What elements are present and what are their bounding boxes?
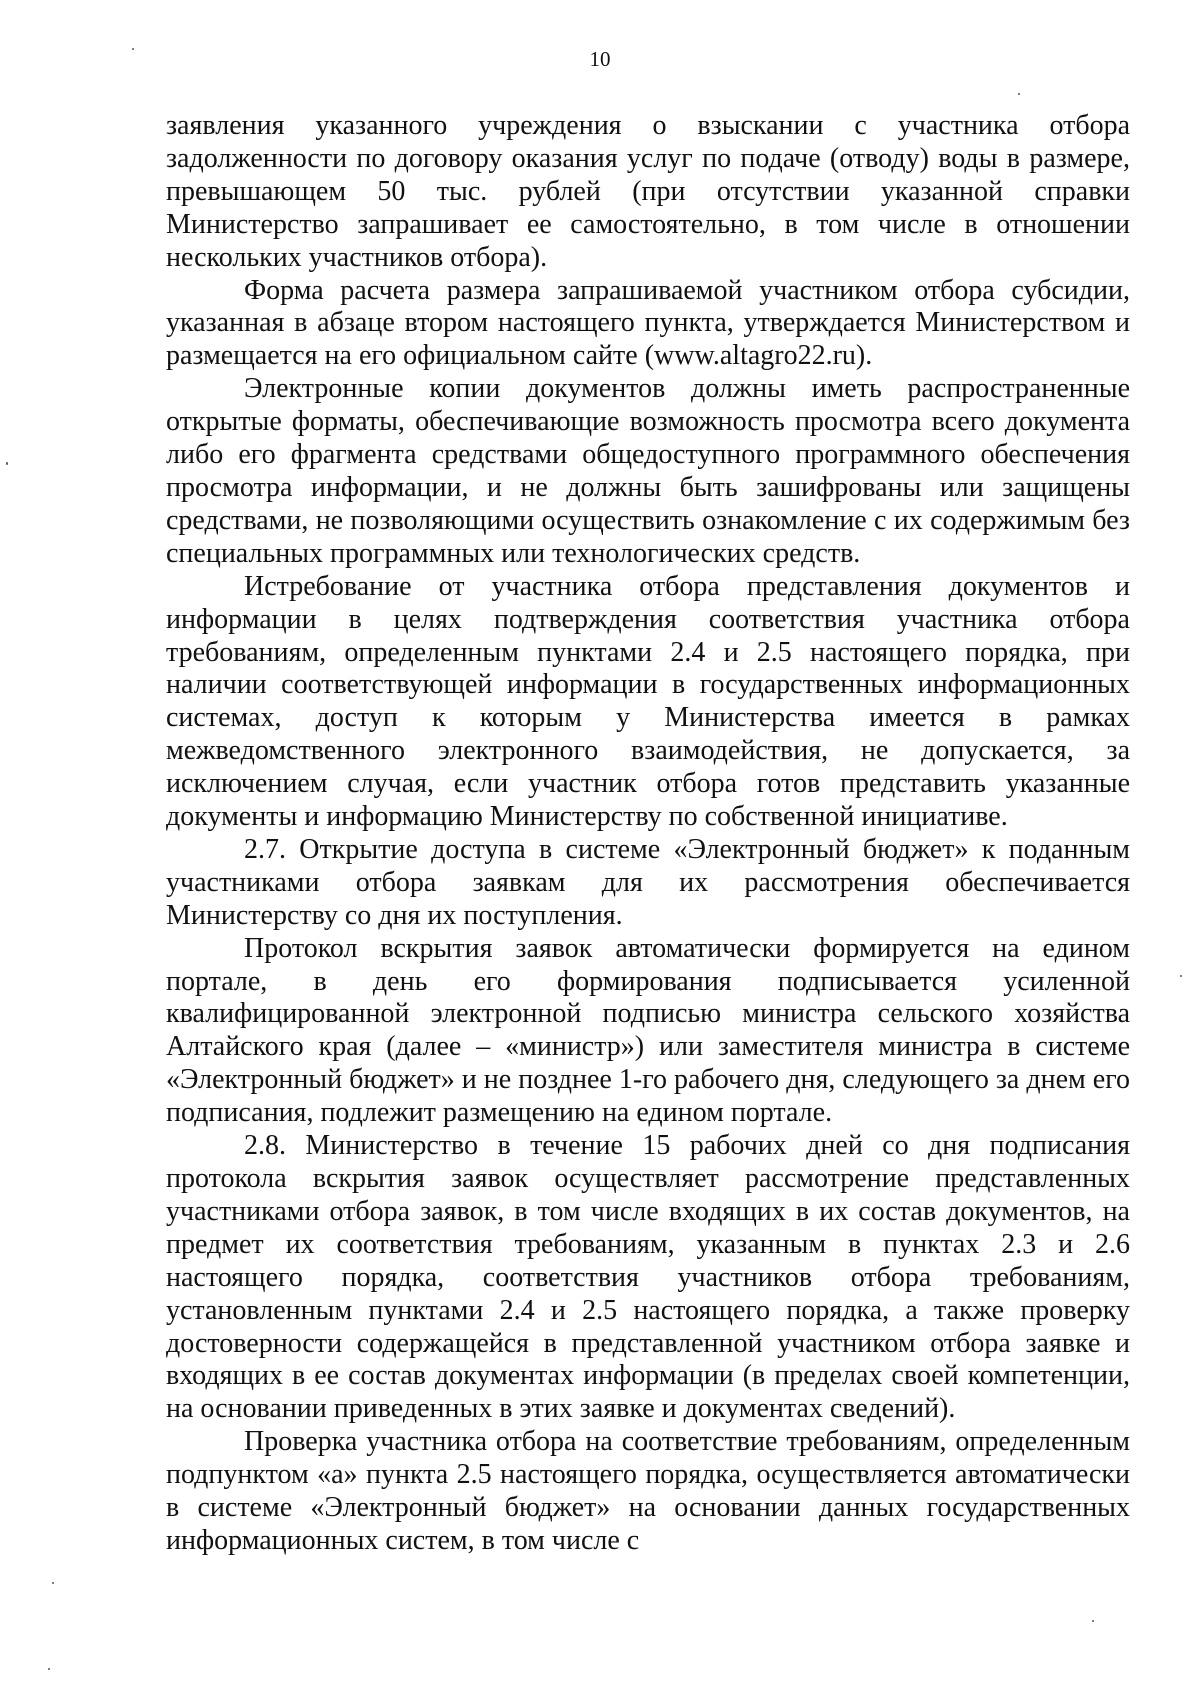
scan-speck <box>52 1582 54 1584</box>
paragraph-1: заявления указанного учреждения о взыскании с участника отбора задолженности по договору оказания услуг по подаче (отводу) воды в размере, превышающем 50 тыс. рублей (при отсутствии указанной справки Министерство запрашивает ее самостоятельно, в том числе в отношении нескольких участников отбора). <box>166 110 1130 273</box>
scan-speck <box>6 462 8 465</box>
paragraph-8: Проверка участника отбора на соответствие требованиям, определенным подпунктом «а» пункта 2.5 настоящего порядка, осуществляется автоматически в системе «Электронный бюджет» на основании данных государственных информационных систем, в том числе с <box>166 1426 1130 1556</box>
paragraph-5: 2.7. Открытие доступа в системе «Электронный бюджет» к поданным участниками отбора заявкам для их рассмотрения обеспечивается Министерству со дня их поступления. <box>166 833 1130 931</box>
page-number: 10 <box>589 47 611 71</box>
paragraph-6: Протокол вскрытия заявок автоматически формируется на едином портале, в день его формирования подписывается усиленной квалифицированной электронной подписью министра сельского хозяйства Алтайского края (далее – «министр») или заместителя министра в системе «Электронный бюджет» и не позднее 1-го рабочего дня, следующего за днем его подписания, подлежит размещению на едином портале. <box>166 932 1130 1129</box>
paragraph-3: Электронные копии документов должны иметь распространенные открытые форматы, обеспечивающие возможность просмотра всего документа либо его фрагмента средствами общедоступного программного обеспечения просмотра информации, и не должны быть зашифрованы или защищены средствами, не позволяющими осуществить ознакомление с их содержимым без специальных программных или технологических средств. <box>166 373 1130 569</box>
paragraph-4: Истребование от участника отбора представления документов и информации в целях подтверждения соответствия участника отбора требованиям, определенным пунктами 2.4 и 2.5 настоящего порядка, при наличии соответствующей информации в государственных информационных системах, доступ к которым у Министерства имеется в рамках межведомственного электронного взаимодействия, не допускается, за исключением случая, если участник отбора готов представить указанные документы и информацию Министерству по собственной инициативе. <box>166 570 1130 833</box>
scan-speck <box>48 1668 50 1670</box>
scan-speck <box>1092 1620 1094 1622</box>
scan-speck <box>132 48 134 50</box>
paragraph-7: 2.8. Министерство в течение 15 рабочих дней со дня подписания протокола вскрытия заявок осуществляет рассмотрение представленных участниками отбора заявок, в том числе входящих в их состав документов, на предмет их соответствия требованиям, указанным в пунктах 2.3 и 2.6 настоящего порядка, соответствия участников отбора требованиям, установленным пунктами 2.4 и 2.5 настоящего порядка, а также проверку достоверности содержащейся в представленной участником отбора заявке и входящих в ее состав документах информации (в пределах своей компетенции, на основании приведенных в этих заявке и документах сведений). <box>166 1130 1130 1425</box>
paragraph-2: Форма расчета размера запрашиваемой участником отбора субсидии, указанная в абзаце втором настоящего пункта, утверждается Министерством и размещается на его официальном сайте (www.altagro22.ru). <box>166 274 1130 372</box>
scan-speck <box>1180 975 1182 977</box>
document-body <box>166 110 1130 1558</box>
scan-speck <box>1018 93 1020 95</box>
